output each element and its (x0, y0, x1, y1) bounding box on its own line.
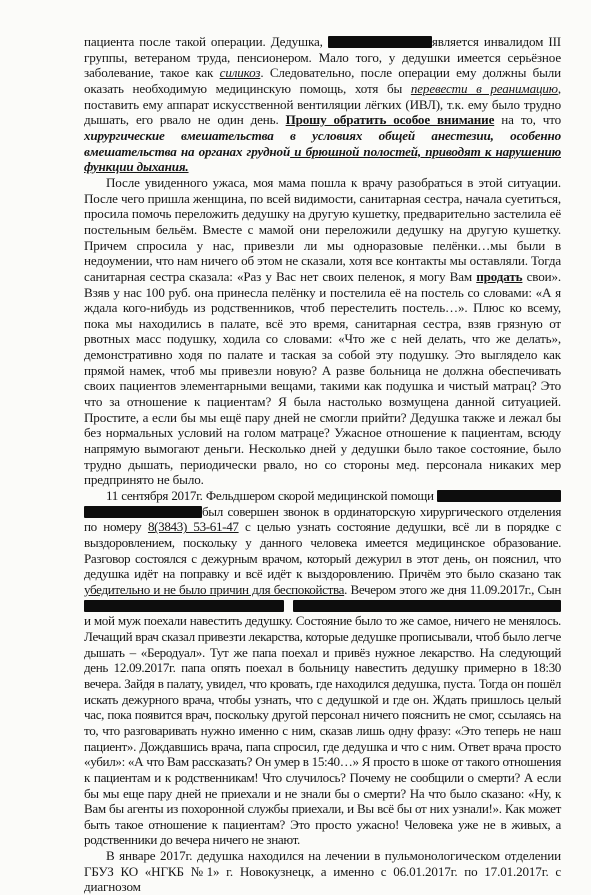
text-run: . Следовательно, после операции ему должны были оказать необходимую медицинскую помощь, хотя бы (84, 65, 562, 96)
text-run: , поставить ему аппарат искусственной вентиляции лёгких (ИВЛ), т.к. ему было трудно дышать, его рвало не один день. (84, 80, 561, 128)
emphasis-underlined: и брюшной полостей, приводят к нарушению функции дыхания. (84, 143, 562, 175)
phone-number: 8(3843) 53-61-47 (147, 519, 239, 535)
paragraph-2 (84, 175, 561, 488)
text-run: является инвалидом III группы, ветераном труда, пенсионером. Мало того, у дедушки имеется серьёзное заболевание, такое как (84, 34, 562, 81)
text-run: . Вечером этого же дня 11.09.2017г., Сын (344, 581, 561, 597)
paragraph-4 (84, 848, 561, 895)
underlined-term: силикоз (219, 65, 261, 81)
text-run: с целью узнать состояние дедушки, всё ли в порядке с выздоровлением, поскольку у данного человека имеется медицинское образование. Разговор состоялся с дежурным врачом, который дежурил в этот день, он пояснил, что дедушка идёт на поправку и всё идёт к выздоровлению. Причём это было сказано так (84, 519, 561, 582)
paragraph-3 (84, 488, 561, 848)
text-run: и мой муж поехали навестить дедушку. Состояние было то же самое, ничего не менялось. Лечащий врач сказал привезти лекарства, которые дедушке прописывали, чтоб было легче дышать – «Беродуал». Тут же папа поехал и привёз нужное лекарство. На следующий день 12.09.2017г. папа опять поехал в больницу навестить дедушку примерно в 18:30 вечера. Зайдя в палату, увидел, что кровать, где находился дедушка, пуста. Тогда он пошёл искать дежурного врача, чтобы узнать, что с дедушкой и где он. Ждать пришлось целый час, пока появится врач, поскольку другой персонал ничего пояснить не смог, ссылаясь на то, что разговаривать нужно именно с ним, сказав лишь одну фразу: «Это теперь не наш пациент». Дождавшись врача, папа спросил, где дедушка и что с ним. Ответ врача просто «убил»: «А что Вам рассказать? Он умер в 15:40…» Я просто в шоке от такого отношения к пациентам и к родственникам! Что случилось? Почему не сообщили о смерти? А если бы мы еще пару дней не приехали и не знали бы о смерти? На что было сказано: «Ну, к Вам бы агенты из похоронной службы приехали, и Вы всё бы от них узнали!». Как может быть такое отношение к пациентам? Это просто ужасно! Человека уже не в живых, а родственники до вечера ничего не знают. (84, 613, 561, 848)
text-run: После увиденного ужаса, моя мама пошла к врачу разобраться в этой ситуации. После чего пришла женщина, по всей видимости, санитарная сестра, начала суетиться, просила помочь переложить дедушку на другую кушетку, предварительно застелила её постельным бельём. Вместе с мамой они переложили дедушку на другую кушетку. Причем спросила у нас, привезли ли мы одноразовые пелёнки…мы были в недоумении, что нам ничего об этом не сказали, хотя все контакты мы оставляли. Тогда санитарная сестра сказала: «Раз у Вас нет своих пеленок, я могу Вам (84, 174, 561, 284)
emphasis-italic: хирургические вмешательства в условиях общей анестезии, особенно вмешательства на органах грудной (84, 127, 561, 159)
text-run: 11 сентября 2017г. Фельдшером скорой медицинской помощи (106, 488, 437, 504)
text-run: В январе 2017г. дедушка находился на лечении в пульмонологическом отделении ГБУЗ КО «НГКБ №1» г. Новокузнецк, а именно с 06.01.2017г. по 17.01.2017г. с диагнозом (84, 848, 561, 895)
emphasis-request: Прошу обратить особое внимание (285, 112, 495, 128)
paragraph-1 (84, 34, 561, 175)
text-run: на то, что (494, 112, 561, 128)
underlined-phrase: убедительно и не было причин для беспокойства (84, 581, 345, 597)
emphasis-sell: продать (476, 268, 523, 284)
redaction-block (84, 506, 202, 518)
underlined-phrase: перевести в реанимацию (410, 80, 558, 96)
redaction-block (293, 600, 561, 612)
document-body (84, 34, 561, 895)
redaction-block (437, 490, 561, 502)
text-run: был совершен звонок в ординаторскую хирургического отделения по номеру (84, 503, 561, 535)
text-run: свои». Взяв у нас 100 руб. она принесла пелёнку и постелила её на постель со словами: «А я ждала кого-нибудь из родственников, чтоб перестелить постель…». Плюс ко всему, пока мы находились в палате, всё это время, санитарная сестра, взяв грязную от рвотных масс подушку, ходила со словами: «Что же с ней делать, что же делать», демонстративно ходя по палате и таская за собой эту подушку. Это выглядело как прямой намек, чтоб мы привезли новую? А разве больница не должна обеспечивать своих пациентов элементарными вещами, такими как подушка и чистый матрац? Это что за отношение к пациентам? Я была настолько возмущена данной ситуацией. Простите, а если бы мы ещё пару дней не смогли прийти? Дедушка также и лежал бы без нормальных условий на голом матраце? Ужасное отношение к пациентам, всюду напрямую вымогают деньги. Несколько дней у дедушки было такое состояние, было трудно дышать, периодически рвало, но со стороны мед. персонала никаких мер предпринято не было. (84, 268, 561, 488)
redaction-block (328, 36, 432, 48)
redaction-block (84, 600, 284, 612)
text-run: пациента после такой операции. Дедушка, (84, 34, 328, 49)
